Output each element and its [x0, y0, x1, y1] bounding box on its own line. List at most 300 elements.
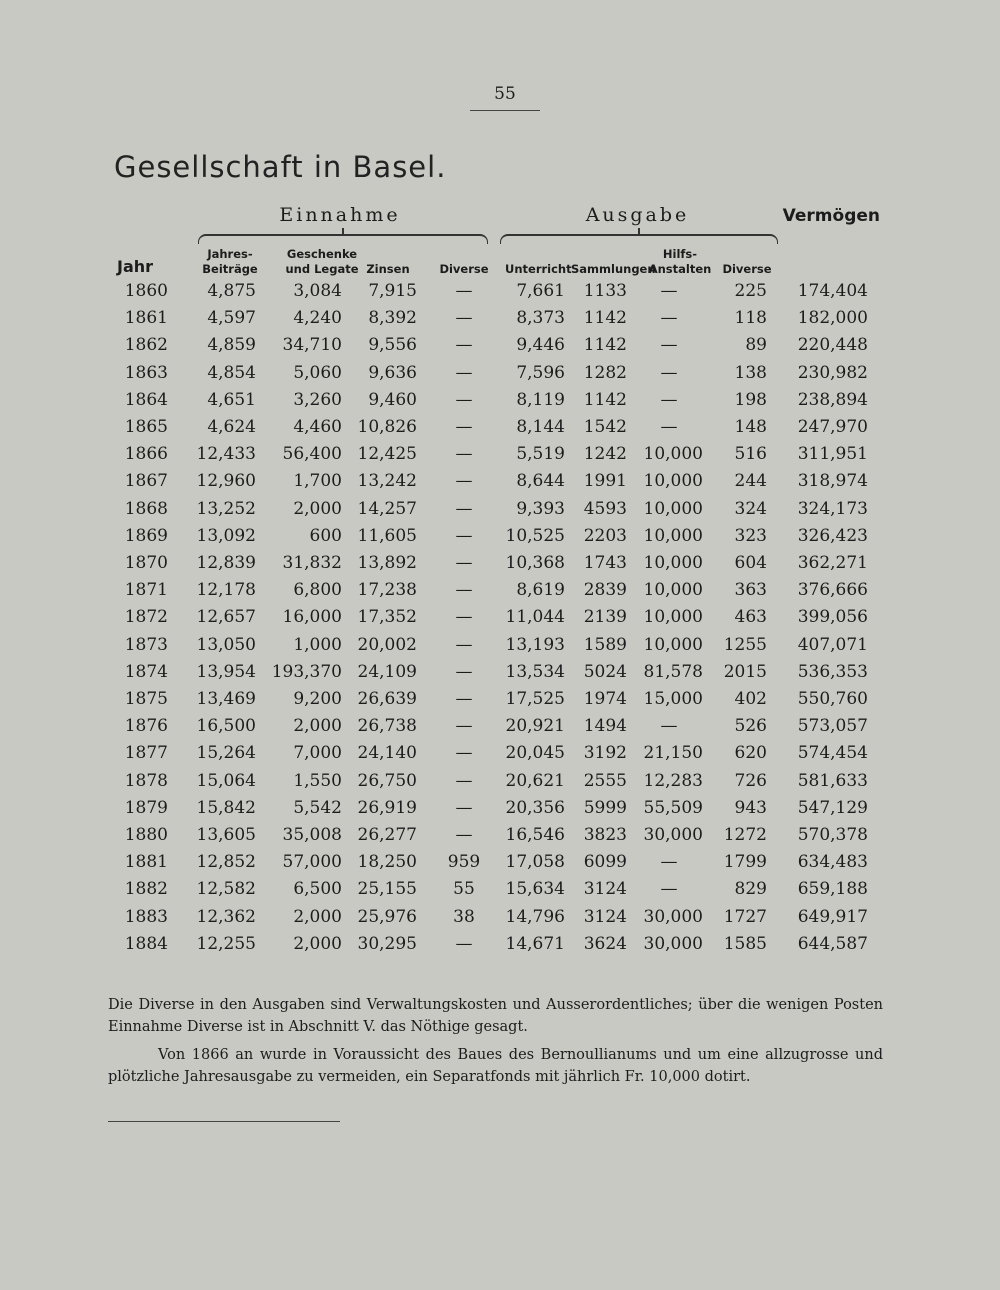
brace-einnahme: [198, 234, 488, 244]
cell-ausgabe-diverse: 516: [734, 444, 767, 465]
cell-geschenke: 2,000: [293, 906, 342, 927]
cell-ausgabe-diverse: 1255: [723, 634, 767, 655]
cell-ausgabe-diverse: 2015: [723, 661, 767, 682]
cell-zinsen: 26,738: [357, 716, 417, 737]
cell-zinsen: 9,636: [368, 362, 417, 383]
cell-geschenke: 1,550: [293, 770, 342, 791]
cell-vermoegen: 659,188: [797, 879, 868, 900]
cell-unterricht: 20,621: [505, 770, 565, 791]
column-header-hilfs-line1: Hilfs-: [662, 247, 698, 261]
page-number-rule: [470, 110, 540, 111]
cell-unterricht: 9,393: [516, 498, 565, 519]
cell-unterricht: 7,661: [516, 281, 565, 301]
cell-jahr: 1876: [124, 716, 168, 737]
cell-ausgabe-diverse: 89: [745, 335, 767, 356]
cell-unterricht: 10,368: [505, 553, 565, 573]
cell-geschenke: 4,460: [293, 417, 342, 437]
cell-jahr: 1871: [124, 580, 168, 601]
cell-einnahme-diverse: —: [455, 634, 473, 655]
cell-einnahme-diverse: —: [455, 498, 473, 519]
table-row: [0, 771, 1000, 798]
cell-unterricht: 11,044: [505, 607, 565, 628]
table-row: [0, 825, 1000, 852]
cell-ausgabe-diverse: 198: [734, 389, 767, 410]
cell-sammlungen: 3124: [583, 879, 627, 900]
cell-zinsen: 13,892: [357, 553, 417, 573]
cell-geschenke: 35,008: [282, 825, 342, 845]
cell-einnahme-diverse: —: [455, 471, 473, 492]
cell-beitraege: 12,362: [196, 906, 256, 927]
cell-geschenke: 2,000: [293, 716, 342, 737]
cell-sammlungen: 3624: [583, 933, 627, 954]
cell-einnahme-diverse: —: [455, 362, 473, 383]
cell-zinsen: 26,750: [357, 770, 417, 791]
cell-zinsen: 8,392: [368, 308, 417, 329]
cell-hilfs-anstalten: 10,000: [643, 498, 703, 519]
cell-sammlungen: 1142: [583, 335, 627, 356]
table-row: [0, 716, 1000, 743]
cell-ausgabe-diverse: 402: [734, 689, 767, 709]
group-header-ausgabe: Ausgabe: [585, 204, 690, 226]
cell-jahr: 1882: [124, 879, 168, 900]
cell-zinsen: 26,639: [357, 689, 417, 709]
cell-hilfs-anstalten: 21,150: [643, 743, 703, 764]
cell-jahr: 1881: [124, 852, 168, 873]
cell-jahr: 1879: [124, 797, 168, 818]
cell-hilfs-anstalten: —: [660, 335, 678, 356]
cell-unterricht: 10,525: [505, 525, 565, 546]
cell-zinsen: 25,976: [357, 906, 417, 927]
cell-einnahme-diverse: 959: [447, 852, 481, 873]
cell-einnahme-diverse: —: [455, 770, 473, 791]
cell-unterricht: 13,193: [505, 634, 565, 655]
cell-vermoegen: 182,000: [797, 308, 868, 329]
footnote-separatfonds: Von 1866 an wurde in Voraussicht des Baues des Bernoullianums und um eine allzugrosse und plötzliche Jahresausgabe zu vermeiden, ein Separatfonds mit jährlich Fr. 10,000 dotirt.: [108, 1047, 883, 1085]
cell-geschenke: 34,710: [282, 335, 342, 356]
cell-einnahme-diverse: —: [455, 716, 473, 737]
cell-sammlungen: 3823: [583, 825, 627, 845]
cell-hilfs-anstalten: —: [660, 362, 678, 383]
column-header-ausgabe-diverse: Diverse: [722, 262, 772, 276]
column-header-hilfs-line2: Anstalten: [648, 262, 712, 276]
cell-beitraege: 12,839: [196, 553, 256, 573]
cell-geschenke: 1,000: [293, 634, 342, 655]
cell-ausgabe-diverse: 1799: [723, 852, 767, 873]
cell-einnahme-diverse: —: [455, 933, 473, 954]
column-header-zinsen: Zinsen: [366, 262, 410, 276]
cell-zinsen: 9,556: [368, 335, 417, 356]
cell-sammlungen: 5024: [583, 661, 627, 682]
cell-jahr: 1870: [124, 553, 168, 573]
cell-hilfs-anstalten: 15,000: [643, 689, 703, 709]
cell-zinsen: 9,460: [368, 389, 417, 410]
cell-geschenke: 16,000: [282, 607, 342, 628]
cell-unterricht: 17,525: [505, 689, 565, 709]
cell-zinsen: 20,002: [357, 634, 417, 655]
cell-zinsen: 26,919: [357, 797, 417, 818]
cell-jahr: 1883: [124, 906, 168, 927]
cell-vermoegen: 220,448: [797, 335, 868, 356]
cell-beitraege: 4,651: [207, 389, 256, 410]
cell-jahr: 1869: [124, 525, 168, 546]
cell-geschenke: 193,370: [271, 661, 342, 682]
cell-hilfs-anstalten: —: [660, 879, 678, 900]
cell-einnahme-diverse: —: [455, 743, 473, 764]
column-header-geschenke-line1: Geschenke: [286, 247, 358, 261]
cell-ausgabe-diverse: 324: [734, 498, 767, 519]
table-row: [0, 417, 1000, 444]
cell-zinsen: 30,295: [357, 933, 417, 954]
cell-einnahme-diverse: —: [455, 689, 473, 709]
page-number: 55: [494, 84, 516, 104]
cell-ausgabe-diverse: 118: [734, 308, 767, 329]
cell-zinsen: 17,352: [357, 607, 417, 628]
cell-jahr: 1874: [124, 661, 168, 682]
table-row: [0, 444, 1000, 471]
table-row: [0, 363, 1000, 390]
cell-jahr: 1878: [124, 770, 168, 791]
column-header-geschenke: [282, 247, 362, 277]
cell-unterricht: 9,446: [516, 335, 565, 356]
column-header-unterricht: Unterricht: [505, 262, 572, 276]
cell-jahr: 1873: [124, 634, 168, 655]
cell-zinsen: 12,425: [357, 444, 417, 465]
cell-unterricht: 7,596: [516, 362, 565, 383]
cell-beitraege: 15,264: [196, 743, 256, 764]
cell-vermoegen: 407,071: [797, 634, 868, 655]
cell-ausgabe-diverse: 363: [734, 580, 767, 601]
cell-vermoegen: 247,970: [797, 417, 868, 437]
cell-hilfs-anstalten: 10,000: [643, 525, 703, 546]
cell-beitraege: 13,469: [196, 689, 256, 709]
cell-ausgabe-diverse: 225: [734, 281, 767, 301]
cell-hilfs-anstalten: 30,000: [643, 933, 703, 954]
cell-sammlungen: 3192: [583, 743, 627, 764]
cell-vermoegen: 536,353: [797, 661, 868, 682]
cell-beitraege: 13,954: [196, 661, 256, 682]
cell-einnahme-diverse: —: [455, 525, 473, 546]
cell-hilfs-anstalten: 10,000: [643, 634, 703, 655]
table-row: [0, 743, 1000, 770]
cell-jahr: 1867: [124, 471, 168, 492]
cell-hilfs-anstalten: 10,000: [643, 471, 703, 492]
cell-zinsen: 24,109: [357, 661, 417, 682]
cell-geschenke: 6,500: [293, 879, 342, 900]
column-header-jahr: Jahr: [117, 257, 154, 276]
cell-vermoegen: 326,423: [797, 525, 868, 546]
cell-einnahme-diverse: 55: [453, 879, 475, 900]
cell-ausgabe-diverse: 726: [734, 770, 767, 791]
table-row: [0, 689, 1000, 716]
cell-sammlungen: 4593: [583, 498, 627, 519]
cell-einnahme-diverse: —: [455, 389, 473, 410]
cell-zinsen: 14,257: [357, 498, 417, 519]
cell-beitraege: 12,433: [196, 444, 256, 465]
cell-hilfs-anstalten: 55,509: [643, 797, 703, 818]
cell-beitraege: 12,852: [196, 852, 256, 873]
cell-vermoegen: 318,974: [797, 471, 868, 492]
cell-sammlungen: 1142: [583, 308, 627, 329]
cell-einnahme-diverse: —: [455, 417, 473, 437]
table-row: [0, 526, 1000, 553]
cell-ausgabe-diverse: 1727: [723, 906, 767, 927]
cell-sammlungen: 1991: [583, 471, 627, 492]
table-row: [0, 607, 1000, 634]
table-row: [0, 471, 1000, 498]
cell-hilfs-anstalten: —: [660, 852, 678, 873]
cell-ausgabe-diverse: 943: [734, 797, 767, 818]
cell-unterricht: 8,644: [516, 471, 565, 492]
cell-beitraege: 12,657: [196, 607, 256, 628]
cell-unterricht: 20,921: [505, 716, 565, 737]
cell-ausgabe-diverse: 620: [734, 743, 767, 764]
cell-vermoegen: 634,483: [797, 852, 868, 873]
cell-beitraege: 12,255: [196, 933, 256, 954]
cell-hilfs-anstalten: —: [660, 308, 678, 329]
cell-unterricht: 8,373: [516, 308, 565, 329]
cell-vermoegen: 649,917: [797, 906, 868, 927]
cell-einnahme-diverse: —: [455, 553, 473, 573]
cell-beitraege: 12,582: [196, 879, 256, 900]
cell-unterricht: 8,119: [516, 389, 565, 410]
table-row: [0, 281, 1000, 308]
cell-einnahme-diverse: 38: [453, 906, 475, 927]
cell-hilfs-anstalten: —: [660, 281, 678, 301]
cell-vermoegen: 547,129: [797, 797, 868, 818]
cell-sammlungen: 5999: [583, 797, 627, 818]
cell-ausgabe-diverse: 829: [734, 879, 767, 900]
cell-sammlungen: 1743: [583, 553, 627, 573]
cell-sammlungen: 1589: [583, 634, 627, 655]
cell-vermoegen: 399,056: [797, 607, 868, 628]
cell-beitraege: 12,960: [196, 471, 256, 492]
table-row: [0, 662, 1000, 689]
column-header-geschenke-line2: und Legate: [285, 262, 359, 276]
cell-vermoegen: 550,760: [797, 689, 868, 709]
cell-geschenke: 31,832: [282, 553, 342, 573]
cell-zinsen: 7,915: [368, 281, 417, 301]
cell-unterricht: 14,671: [505, 933, 565, 954]
cell-unterricht: 8,144: [516, 417, 565, 437]
table-row: [0, 499, 1000, 526]
cell-beitraege: 13,050: [196, 634, 256, 655]
cell-unterricht: 16,546: [505, 825, 565, 845]
cell-hilfs-anstalten: 30,000: [643, 906, 703, 927]
cell-einnahme-diverse: —: [455, 661, 473, 682]
cell-unterricht: 20,356: [505, 797, 565, 818]
table-row: [0, 798, 1000, 825]
column-header-beitraege: [192, 247, 268, 277]
table-row: [0, 580, 1000, 607]
page-title: Gesellschaft in Basel.: [114, 150, 447, 184]
cell-jahr: 1865: [124, 417, 168, 437]
cell-jahr: 1875: [124, 689, 168, 709]
cell-sammlungen: 2839: [583, 580, 627, 601]
group-header-einnahme: Einnahme: [279, 204, 401, 226]
cell-sammlungen: 2203: [583, 525, 627, 546]
column-header-beitraege-line1: Jahres-: [207, 247, 253, 261]
cell-geschenke: 7,000: [293, 743, 342, 764]
cell-beitraege: 4,854: [207, 362, 256, 383]
cell-vermoegen: 324,173: [797, 498, 868, 519]
cell-sammlungen: 3124: [583, 906, 627, 927]
cell-vermoegen: 570,378: [797, 825, 868, 845]
cell-jahr: 1884: [124, 933, 168, 954]
cell-ausgabe-diverse: 463: [734, 607, 767, 628]
cell-beitraege: 4,624: [207, 417, 256, 437]
cell-sammlungen: 1974: [583, 689, 627, 709]
table-row: [0, 553, 1000, 580]
table-row: [0, 308, 1000, 335]
column-header-sammlungen: Sammlungen: [571, 262, 656, 276]
cell-sammlungen: 1494: [583, 716, 627, 737]
cell-geschenke: 1,700: [293, 471, 342, 492]
cell-vermoegen: 362,271: [797, 553, 868, 573]
cell-unterricht: 15,634: [505, 879, 565, 900]
cell-vermoegen: 581,633: [797, 770, 868, 791]
cell-vermoegen: 311,951: [797, 444, 868, 465]
table-row: [0, 852, 1000, 879]
cell-einnahme-diverse: —: [455, 444, 473, 465]
cell-sammlungen: 1242: [583, 444, 627, 465]
cell-einnahme-diverse: —: [455, 607, 473, 628]
cell-zinsen: 26,277: [357, 825, 417, 845]
cell-unterricht: 14,796: [505, 906, 565, 927]
cell-vermoegen: 644,587: [797, 933, 868, 954]
cell-beitraege: 4,875: [207, 281, 256, 301]
cell-beitraege: 12,178: [196, 580, 256, 601]
cell-beitraege: 4,859: [207, 335, 256, 356]
cell-hilfs-anstalten: 10,000: [643, 553, 703, 573]
cell-zinsen: 13,242: [357, 471, 417, 492]
cell-jahr: 1866: [124, 444, 168, 465]
footer-rule: [108, 1121, 340, 1122]
cell-zinsen: 18,250: [357, 852, 417, 873]
cell-jahr: 1860: [124, 281, 168, 301]
brace-ausgabe: [500, 234, 778, 244]
cell-beitraege: 13,092: [196, 525, 256, 546]
cell-geschenke: 2,000: [293, 933, 342, 954]
cell-vermoegen: 238,894: [797, 389, 868, 410]
cell-unterricht: 20,045: [505, 743, 565, 764]
table-row: [0, 934, 1000, 961]
cell-zinsen: 25,155: [357, 879, 417, 900]
cell-jahr: 1863: [124, 362, 168, 383]
cell-jahr: 1864: [124, 389, 168, 410]
cell-hilfs-anstalten: —: [660, 716, 678, 737]
cell-hilfs-anstalten: 30,000: [643, 825, 703, 845]
cell-ausgabe-diverse: 604: [734, 553, 767, 573]
table-row: [0, 879, 1000, 906]
cell-geschenke: 5,542: [293, 797, 342, 818]
cell-hilfs-anstalten: —: [660, 417, 678, 437]
cell-geschenke: 2,000: [293, 498, 342, 519]
cell-beitraege: 13,252: [196, 498, 256, 519]
cell-ausgabe-diverse: 323: [734, 525, 767, 546]
cell-unterricht: 8,619: [516, 580, 565, 601]
table-row: [0, 390, 1000, 417]
group-header-vermoegen: Vermögen: [782, 206, 880, 226]
cell-beitraege: 15,064: [196, 770, 256, 791]
cell-ausgabe-diverse: 526: [734, 716, 767, 737]
table-row: [0, 335, 1000, 362]
column-header-beitraege-line2: Beiträge: [202, 262, 258, 276]
cell-jahr: 1877: [124, 743, 168, 764]
cell-geschenke: 57,000: [282, 852, 342, 873]
cell-beitraege: 13,605: [196, 825, 256, 845]
cell-unterricht: 17,058: [505, 852, 565, 873]
cell-vermoegen: 573,057: [797, 716, 868, 737]
cell-geschenke: 56,400: [282, 444, 342, 465]
cell-sammlungen: 2555: [583, 770, 627, 791]
cell-sammlungen: 1142: [583, 389, 627, 410]
cell-hilfs-anstalten: 12,283: [643, 770, 703, 791]
cell-geschenke: 3,084: [293, 281, 342, 301]
cell-geschenke: 6,800: [293, 580, 342, 601]
cell-ausgabe-diverse: 1585: [723, 933, 767, 954]
cell-hilfs-anstalten: 10,000: [643, 444, 703, 465]
cell-sammlungen: 1282: [583, 362, 627, 383]
table-row: [0, 907, 1000, 934]
cell-ausgabe-diverse: 148: [734, 417, 767, 437]
cell-sammlungen: 6099: [583, 852, 627, 873]
cell-beitraege: 4,597: [207, 308, 256, 329]
footnote-diverse: Die Diverse in den Ausgaben sind Verwaltungskosten und Ausserordentliches; über die wenigen Posten Einnahme Diverse ist in Abschnitt V. das Nöthige gesagt.: [108, 997, 883, 1035]
cell-hilfs-anstalten: 10,000: [643, 580, 703, 601]
cell-einnahme-diverse: —: [455, 580, 473, 601]
cell-hilfs-anstalten: —: [660, 389, 678, 410]
cell-vermoegen: 230,982: [797, 362, 868, 383]
cell-sammlungen: 1133: [583, 281, 627, 301]
cell-jahr: 1862: [124, 335, 168, 356]
cell-ausgabe-diverse: 138: [734, 362, 767, 383]
cell-jahr: 1861: [124, 308, 168, 329]
cell-zinsen: 10,826: [357, 417, 417, 437]
cell-sammlungen: 2139: [583, 607, 627, 628]
cell-ausgabe-diverse: 244: [734, 471, 767, 492]
cell-sammlungen: 1542: [583, 417, 627, 437]
cell-einnahme-diverse: —: [455, 797, 473, 818]
cell-unterricht: 13,534: [505, 661, 565, 682]
cell-unterricht: 5,519: [516, 444, 565, 465]
cell-jahr: 1880: [124, 825, 168, 845]
cell-einnahme-diverse: —: [455, 335, 473, 356]
column-header-hilfs-anstalten: [648, 247, 712, 277]
cell-jahr: 1868: [124, 498, 168, 519]
cell-jahr: 1872: [124, 607, 168, 628]
cell-zinsen: 24,140: [357, 743, 417, 764]
cell-vermoegen: 174,404: [797, 281, 868, 301]
cell-beitraege: 15,842: [196, 797, 256, 818]
cell-vermoegen: 574,454: [797, 743, 868, 764]
cell-ausgabe-diverse: 1272: [723, 825, 767, 845]
cell-geschenke: 600: [309, 525, 342, 546]
table-row: [0, 635, 1000, 662]
cell-einnahme-diverse: —: [455, 281, 473, 301]
cell-einnahme-diverse: —: [455, 308, 473, 329]
cell-zinsen: 17,238: [357, 580, 417, 601]
cell-zinsen: 11,605: [357, 525, 417, 546]
cell-einnahme-diverse: —: [455, 825, 473, 845]
cell-geschenke: 3,260: [293, 389, 342, 410]
cell-vermoegen: 376,666: [797, 580, 868, 601]
cell-geschenke: 9,200: [293, 689, 342, 709]
cell-hilfs-anstalten: 10,000: [643, 607, 703, 628]
cell-hilfs-anstalten: 81,578: [643, 661, 703, 682]
cell-beitraege: 16,500: [196, 716, 256, 737]
column-header-einnahme-diverse: Diverse: [439, 262, 489, 276]
cell-geschenke: 5,060: [293, 362, 342, 383]
